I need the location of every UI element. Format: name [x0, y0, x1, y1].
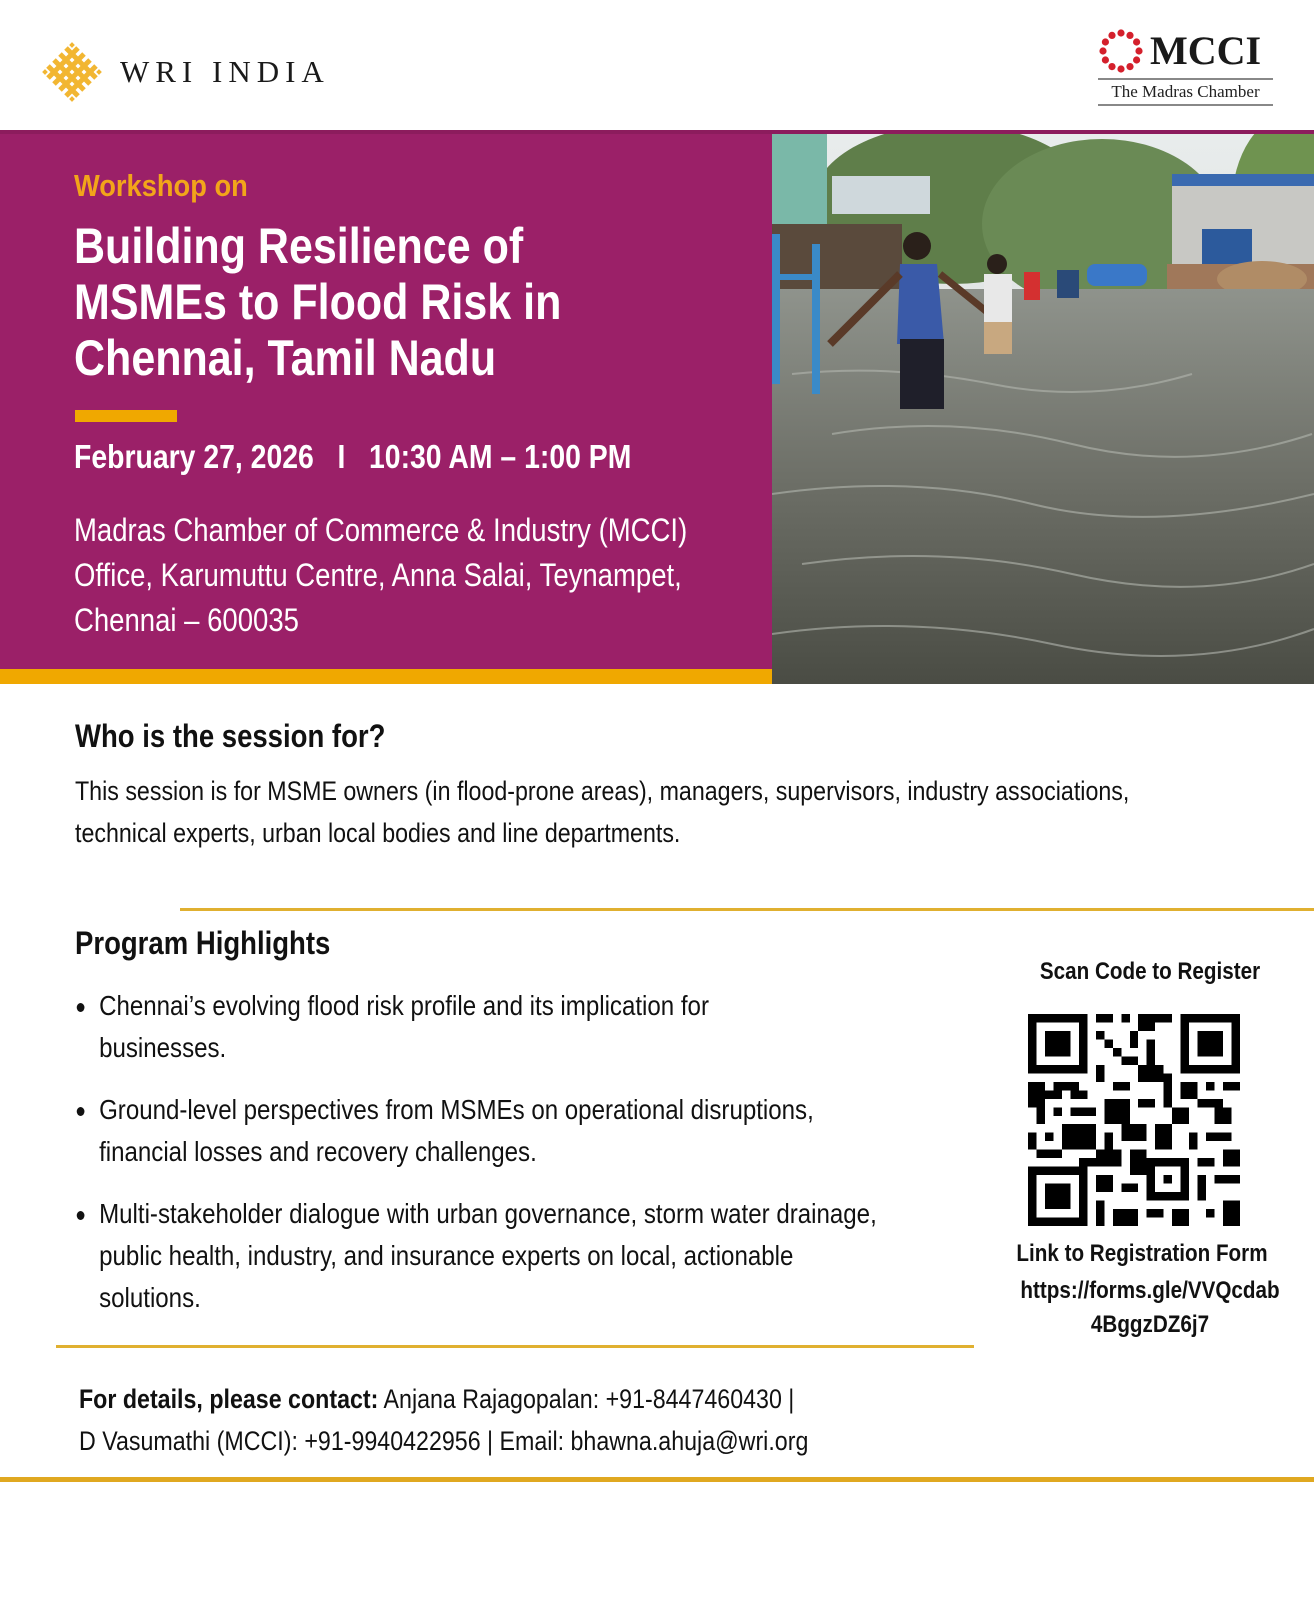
event-venue: Madras Chamber of Commerce & Industry (MCCI) Office, Karumuttu Centre, Anna Salai, Teynampet, Chennai – 600035: [74, 512, 688, 638]
contact-info: [79, 1378, 1025, 1462]
wri-india-logo: [42, 42, 330, 102]
wri-knot-icon: [42, 42, 102, 102]
banner-gold-bar: [0, 669, 772, 684]
qr-caption: Scan Code to Register: [1039, 958, 1261, 985]
highlights-heading: Program Highlights: [75, 925, 331, 961]
title-accent-bar: [75, 410, 177, 422]
highlight-item: Chennai’s evolving flood risk profile and its implication for businesses.: [75, 985, 815, 1069]
wri-logo-text: WRI INDIA: [120, 54, 330, 89]
mcci-logo: [1098, 28, 1273, 106]
workshop-kicker: Workshop on: [74, 168, 248, 203]
highlight-item: Multi-stakeholder dialogue with urban governance, storm water drainage, public health, industry, and insurance experts on local, actionable solutions.: [75, 1193, 901, 1319]
audience-section: [75, 718, 436, 755]
mcci-logo-subtitle: The Madras Chamber: [1098, 78, 1273, 106]
section-divider: [56, 1345, 974, 1348]
mcci-ring-icon: [1098, 28, 1144, 74]
highlights-section: [75, 925, 372, 962]
contact-line-2: D Vasumathi (MCCI): +91-9940422956 | Email: bhawna.ahuja@wri.org: [79, 1426, 809, 1456]
flood-photo: [772, 134, 1314, 684]
audience-heading: Who is the session for?: [75, 718, 386, 754]
qr-code-icon[interactable]: [1028, 1014, 1240, 1226]
workshop-title: Building Resilience of MSMEs to Flood Risk in Chennai, Tamil Nadu: [74, 218, 562, 386]
mcci-logo-text: MCCI: [1150, 28, 1262, 73]
event-datetime: February 27, 2026 I 10:30 AM – 1:00 PM: [74, 438, 632, 475]
registration-link-line1[interactable]: https://forms.gle/VVQcdab: [1020, 1277, 1280, 1304]
event-banner: [0, 130, 1314, 684]
banner-panel: [0, 130, 772, 670]
registration-link-label: Link to Registration Form: [1016, 1240, 1268, 1267]
highlights-list: [75, 985, 935, 1339]
highlight-item: Ground-level perspectives from MSMEs on operational disruptions, financial losses and recovery challenges.: [75, 1089, 901, 1173]
footer-divider: [0, 1477, 1314, 1482]
registration-link[interactable]: [1012, 1274, 1287, 1342]
flood-street-image: [772, 134, 1314, 684]
registration-panel: [990, 958, 1310, 1338]
section-divider: [180, 908, 1314, 911]
header: [0, 0, 1314, 130]
audience-description: This session is for MSME owners (in flood-prone areas), managers, supervisors, industry associations, technical experts, urban local bodies and line departments.: [75, 776, 1130, 848]
contact-line-1: Anjana Rajagopalan: +91-8447460430 |: [378, 1384, 795, 1414]
registration-link-line2[interactable]: 4BggzDZ6j7: [1090, 1311, 1210, 1338]
contact-label: For details, please contact:: [79, 1384, 379, 1414]
